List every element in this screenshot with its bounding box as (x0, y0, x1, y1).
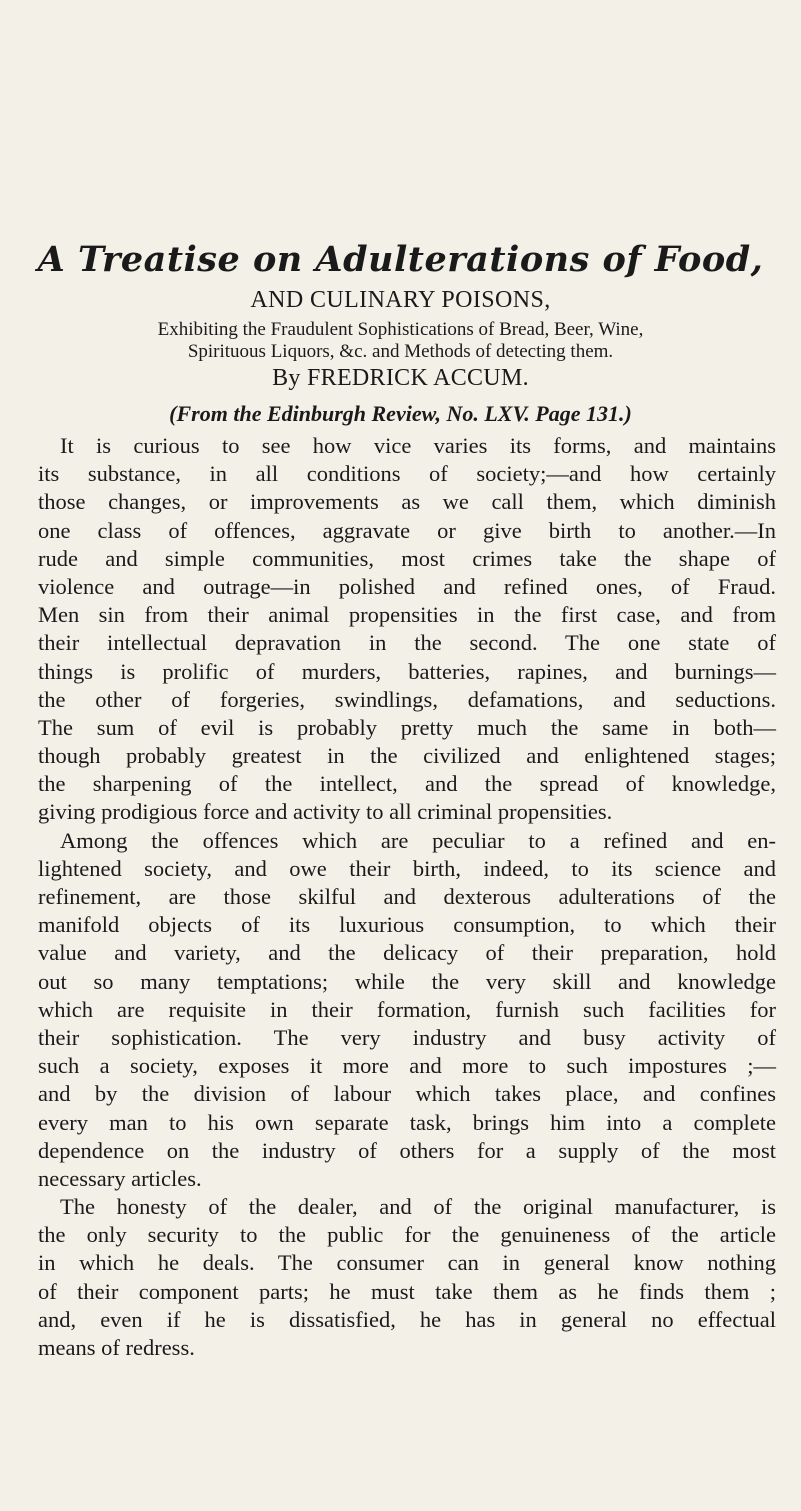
text-line: the sharpening of the intellect, and the spread of knowledge, (38, 771, 776, 797)
text-line: It is curious to see how vice varies its forms, and maintains (60, 433, 776, 458)
paragraph (38, 1193, 776, 1362)
page-subtitle: AND CULINARY POISONS, (250, 287, 551, 313)
text-line: their intellectual depravation in the second. The one state of (38, 630, 776, 656)
text-line: Men sin from their animal propensities in the first case, and from (38, 602, 776, 628)
text-line: violence and outrage—in polished and refined ones, of Fraud. (38, 573, 776, 599)
exhibit-line: Exhibiting the Fraudulent Sophistications of Bread, Beer, Wine, (157, 319, 644, 340)
text-line: one class of offences, aggravate or give birth to another.—In (38, 517, 776, 543)
body-text (38, 432, 776, 1362)
text-line: which are requisite in their formation, furnish such facilities for (38, 996, 776, 1022)
text-line: the other of forgeries, swindlings, defamations, and seductions. (38, 686, 776, 712)
text-line: its substance, in all conditions of society;—and how certainly (38, 461, 776, 487)
text-line: though probably greatest in the civilized and enlightened stages; (38, 743, 776, 769)
text-line: value and variety, and the delicacy of their preparation, hold (38, 940, 776, 966)
page-title: A Treatise on Adulterations of Food, (37, 239, 764, 280)
text-line: lightened society, and owe their birth, indeed, to its science and (38, 855, 776, 881)
text-line: every man to his own separate task, brings him into a complete (38, 1109, 776, 1135)
text-line: things is prolific of murders, batteries, rapines, and burnings— (38, 658, 776, 684)
text-line: giving prodigious force and activity to all criminal propensities. (38, 799, 613, 825)
author-line: By FREDRICK ACCUM. (272, 365, 529, 391)
exhibit-description (28, 319, 773, 363)
text-line: manifold objects of its luxurious consumption, to which their (38, 912, 776, 938)
text-line: refinement, are those skilful and dexterous adulterations of the (38, 884, 776, 909)
text-line: the only security to the public for the genuineness of the article (38, 1222, 776, 1248)
source-citation: (From the Edinburgh Review, No. LXV. Page 131.) (169, 401, 632, 426)
text-line: and by the division of labour which takes place, and confines (38, 1081, 776, 1107)
text-line: their sophistication. The very industry and busy activity of (38, 1024, 776, 1050)
text-line: means of redress. (38, 1335, 195, 1360)
text-line: rude and simple communities, most crimes take the shape of (38, 545, 776, 571)
text-line: The sum of evil is probably pretty much the same in both— (38, 714, 776, 740)
text-line: out so many temptations; while the very skill and knowledge (38, 968, 776, 994)
text-line: Among the offences which are peculiar to a refined and en- (60, 827, 776, 853)
paragraph (38, 827, 776, 1193)
text-line: such a society, exposes it more and more to such impostures ;— (38, 1053, 776, 1079)
paragraph (38, 432, 776, 827)
text-line: dependence on the industry of others for a supply of the most (38, 1137, 776, 1163)
text-line: of their component parts; he must take them as he finds them ; (38, 1278, 776, 1304)
text-line: in which he deals. The consumer can in general know nothing (38, 1250, 776, 1276)
text-line: those changes, or improvements as we call them, which diminish (38, 489, 776, 515)
text-line: necessary articles. (38, 1165, 202, 1191)
text-line: The honesty of the dealer, and of the original manufacturer, is (60, 1194, 776, 1220)
exhibit-line: Spirituous Liquors, &c. and Methods of detecting them. (187, 341, 614, 362)
text-line: and, even if he is dissatisfied, he has in general no effectual (38, 1306, 776, 1332)
